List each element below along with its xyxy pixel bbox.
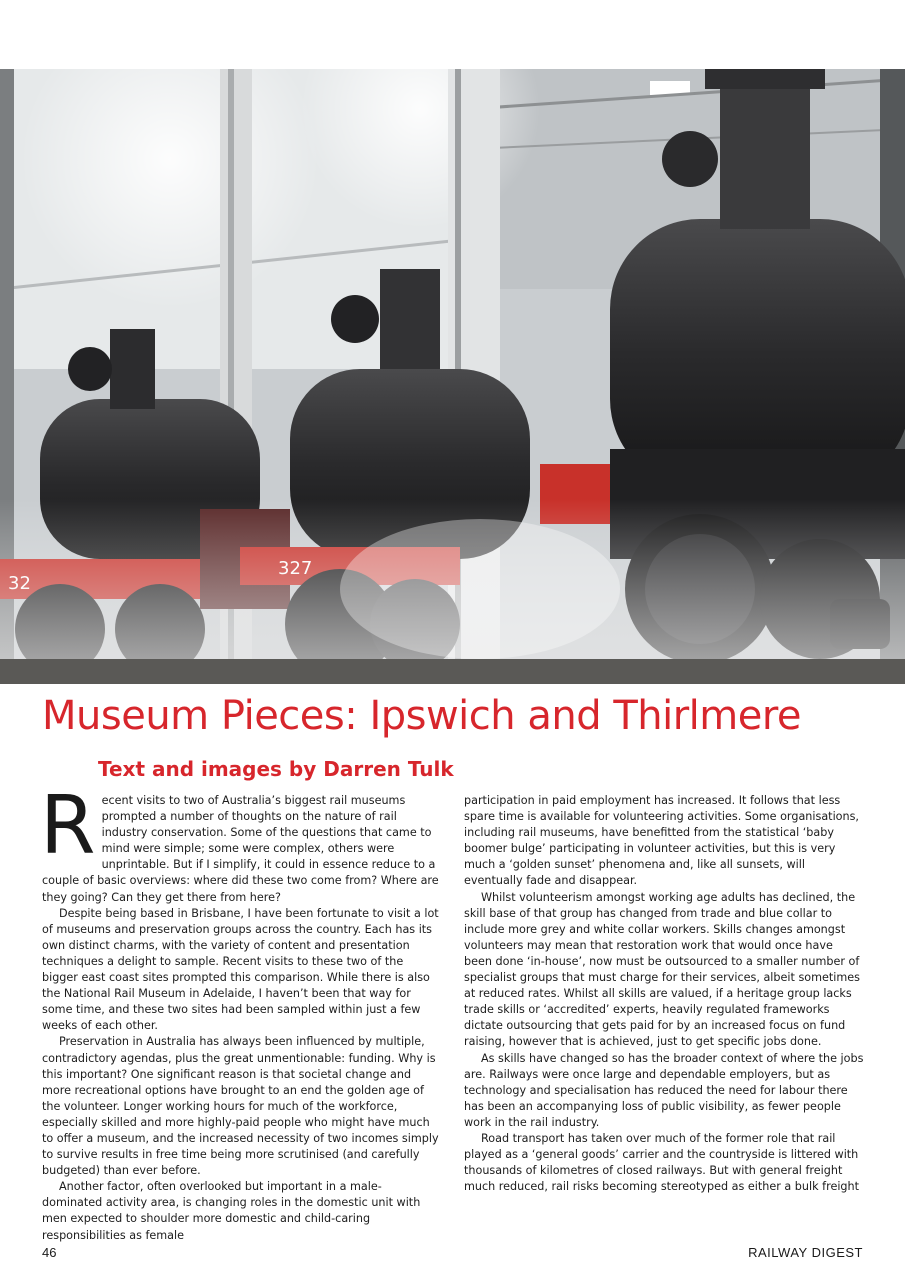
magazine-name: RAILWAY DIGEST: [748, 1245, 863, 1260]
paragraph: participation in paid employment has increased. It follows that less spare time is available for volunteering activities. Some organisations, including rail museums, have benefitted from the statistical ‘baby boomer bulge’ participating in volunteer activities, but this is very much a ‘golden sunset’ phenomena and, like all sunsets, will eventually fade and disappear.: [464, 794, 859, 888]
paragraph: Whilst volunteerism amongst working age adults has declined, the skill base of that group has changed from trade and blue collar to include more grey and white collar workers. Skills changes amongst volunteers may mean that restoration work that would once have been done ‘in-house’, now must be outsourced to a smaller number of specialist groups that must charge for their services, albeit sometimes at reduced rates. Whilst all skills are valued, if a heritage group lacks trade skills or ‘accredited’ experts, heavily regulated frameworks dictate outsourcing that gets paid for by an increased focus on fund raising, however that is achieved, just to get specific jobs done.: [464, 890, 861, 1049]
paragraph: Recent visits to two of Australia’s biggest rail museums prompted a number of thoughts on the nature of rail industry conservation. Some of the questions that came to mind were simple; some were complex, others were unprintable. But if I simplify, it could in essence reduce to a couple of basic overviews: where did these two come from? Where are they going? Can they get there from here?: [40, 779, 439, 904]
paragraph: Another factor, often overlooked but important in a male-dominated activity area, is changing roles in the domestic unit with men expected to shoulder more domestic and child-caring responsibilities as female: [42, 1180, 421, 1242]
paragraph: Preservation in Australia has always been influenced by multiple, contradictory agendas, plus the great unmentionable: funding. Why is this important? One significant reason is that societal change and more recreational options have brought to an end the golden age of the volunteer. Longer working hours for much of the workforce, especially skilled and more highly-paid people who might have much to offer a museum, and the increased necessity of two incomes simply to survive results in free time being more scrutinised (and carefully budgeted) than ever before.: [42, 1035, 439, 1178]
article-title: Museum Pieces: Ipswich and Thirlmere: [42, 693, 802, 739]
paragraph: Road transport has taken over much of the former role that rail played as a ‘general goods’ carrier and the countryside is littered with thousands of kilometres of closed railways. But with general freight much reduced, rail risks becoming stereotyped as either a bulk freight: [464, 1131, 860, 1194]
drop-cap: R: [40, 779, 96, 872]
article-byline: Text and images by Darren Tulk: [98, 757, 454, 781]
text-column-left: [40, 779, 442, 1244]
paragraph: Despite being based in Brisbane, I have been fortunate to visit a lot of museums and preservation groups across the country. Each has its own distinct charms, with the variety of content and presentation techniques a delight to sample. Recent visits to these two of the bigger east coast sites prompted this comparison. While there is also the National Rail Museum in Adelaide, I haven’t been that way for some time, and these two sites had been sampled within just a few weeks of each other.: [42, 906, 439, 1033]
text-column-right: [464, 793, 864, 1195]
hero-photo: [0, 69, 905, 684]
paragraph: As skills have changed so has the broader context of where the jobs are. Railways were once large and dependable employers, but as technology and specialisation has reduced the need for labour there has been an accompanying loss of public visibility, as fewer people work in the rail industry.: [464, 1051, 864, 1129]
page-number: 46: [42, 1245, 57, 1260]
locomotives-illustration: [0, 69, 905, 684]
